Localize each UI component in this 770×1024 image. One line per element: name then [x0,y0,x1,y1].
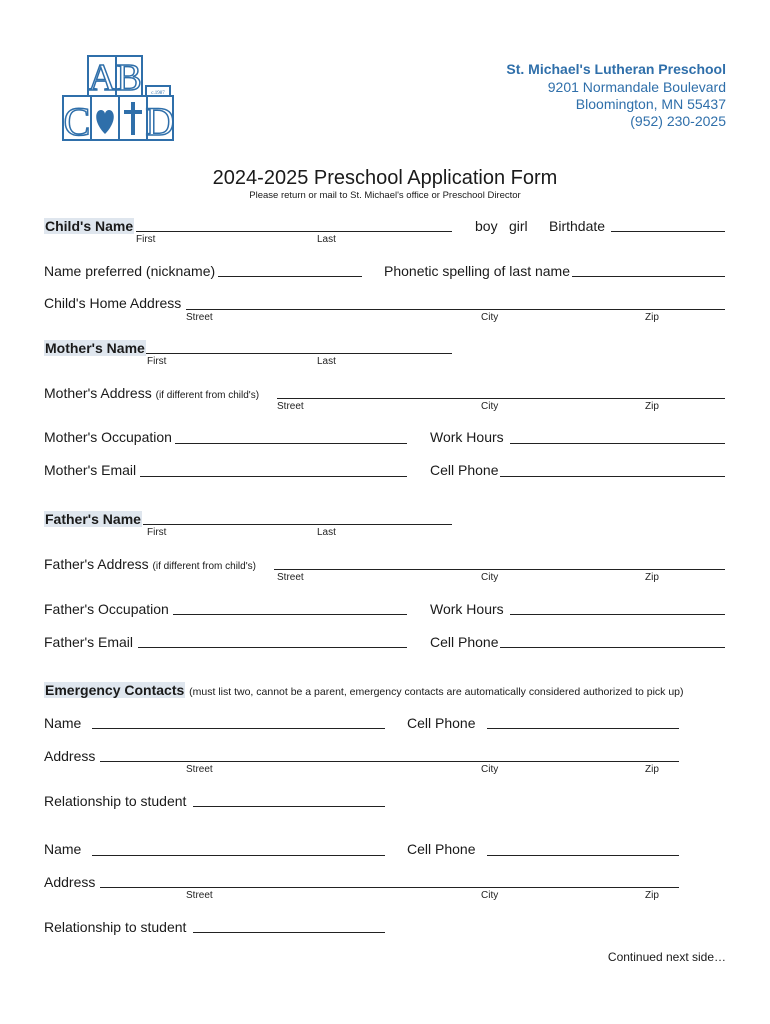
child-address-label: Child's Home Address [44,295,182,311]
phonetic-label: Phonetic spelling of last name [384,263,570,279]
contact2-address-label: Address [44,874,96,890]
contact2-cell-field[interactable] [487,855,679,856]
father-cell-label: Cell Phone [430,634,499,650]
contact1-relationship-label: Relationship to student [44,793,187,809]
contact2-address-field[interactable] [100,887,679,888]
father-first-label: First [147,527,167,538]
logo-letter-d: D [145,99,175,144]
mother-cell-field[interactable] [500,476,725,477]
mother-first-label: First [147,356,167,367]
mother-city-label: City [481,401,499,412]
father-address-field[interactable] [274,569,725,570]
father-email-label: Father's Email [44,634,134,650]
mother-occupation-label: Mother's Occupation [44,429,172,445]
contact1-cell-label: Cell Phone [407,715,476,731]
contact2-zip-label: Zip [645,890,659,901]
contact2-relationship-field[interactable] [193,932,385,933]
contact1-street-label: Street [186,764,213,775]
phonetic-field[interactable] [572,276,725,277]
cross-icon [131,102,135,135]
mother-last-label: Last [317,356,336,367]
school-address-line1: 9201 Normandale Boulevard [547,79,726,95]
contact2-cell-label: Cell Phone [407,841,476,857]
father-work-hours-field[interactable] [510,614,725,615]
mother-work-hours-label: Work Hours [430,429,504,445]
page-subtitle: Please return or mail to St. Michael's office or Preschool Director [249,190,521,201]
contact1-address-label: Address [44,748,96,764]
street-label: Street [186,312,213,323]
father-last-label: Last [317,527,336,538]
contact1-cell-field[interactable] [487,728,679,729]
father-cell-field[interactable] [500,647,725,648]
father-address-label: Father's Address (if different from child's) [44,556,256,572]
contact1-address-field[interactable] [100,761,679,762]
logo-letter-a: A [88,57,116,99]
contact1-relationship-field[interactable] [193,806,385,807]
continued-note: Continued next side… [607,950,726,964]
mother-cell-label: Cell Phone [430,462,499,478]
mother-name-field[interactable] [146,353,452,354]
contact2-relationship-label: Relationship to student [44,919,187,935]
mother-email-label: Mother's Email [44,462,137,478]
father-name-label: Father's Name [45,511,141,527]
preschool-logo [60,50,178,144]
contact1-city-label: City [481,764,499,775]
page-title: 2024-2025 Preschool Application Form [212,167,558,189]
school-address-line2: Bloomington, MN 55437 [575,96,726,112]
father-name-field[interactable] [143,524,452,525]
contact2-city-label: City [481,890,499,901]
logo-badge: c.1987 [151,91,165,96]
contact1-zip-label: Zip [645,764,659,775]
contact1-name-field[interactable] [92,728,385,729]
father-occupation-label: Father's Occupation [44,601,169,617]
contact1-name-label: Name [44,715,82,731]
mother-zip-label: Zip [645,401,659,412]
nickname-label: Name preferred (nickname) [44,263,216,279]
mother-address-field[interactable] [277,398,725,399]
child-address-field[interactable] [186,309,725,310]
nickname-field[interactable] [218,276,362,277]
father-street-label: Street [277,572,304,583]
mother-street-label: Street [277,401,304,412]
father-city-label: City [481,572,499,583]
emergency-header: Emergency Contacts (must list two, cannot be a parent, emergency contacts are automatically considered authorized to pick up) [45,682,684,698]
contact2-name-label: Name [44,841,82,857]
child-name-label: Child's Name [45,218,134,234]
heart-icon [96,110,114,134]
girl-option[interactable]: girl [509,218,528,234]
birthdate-label: Birthdate [549,218,606,234]
contact2-street-label: Street [186,890,213,901]
mother-email-field[interactable] [140,476,407,477]
zip-label: Zip [645,312,659,323]
city-label: City [481,312,499,323]
mother-address-label: Mother's Address (if different from child's) [44,385,260,401]
mother-occupation-field[interactable] [175,443,407,444]
child-first-label: First [136,234,156,245]
father-occupation-field[interactable] [173,614,407,615]
mother-name-label: Mother's Name [45,340,145,356]
logo-letter-c: C [63,99,91,144]
father-email-field[interactable] [138,647,407,648]
logo-letter-b: B [116,57,142,99]
boy-option[interactable]: boy [475,218,498,234]
child-name-field[interactable] [136,231,452,232]
school-phone: (952) 230-2025 [630,113,726,129]
mother-work-hours-field[interactable] [510,443,725,444]
father-work-hours-label: Work Hours [430,601,504,617]
school-name: St. Michael's Lutheran Preschool [506,61,726,77]
contact2-name-field[interactable] [92,855,385,856]
father-zip-label: Zip [645,572,659,583]
child-last-label: Last [317,234,336,245]
birthdate-field[interactable] [611,231,725,232]
